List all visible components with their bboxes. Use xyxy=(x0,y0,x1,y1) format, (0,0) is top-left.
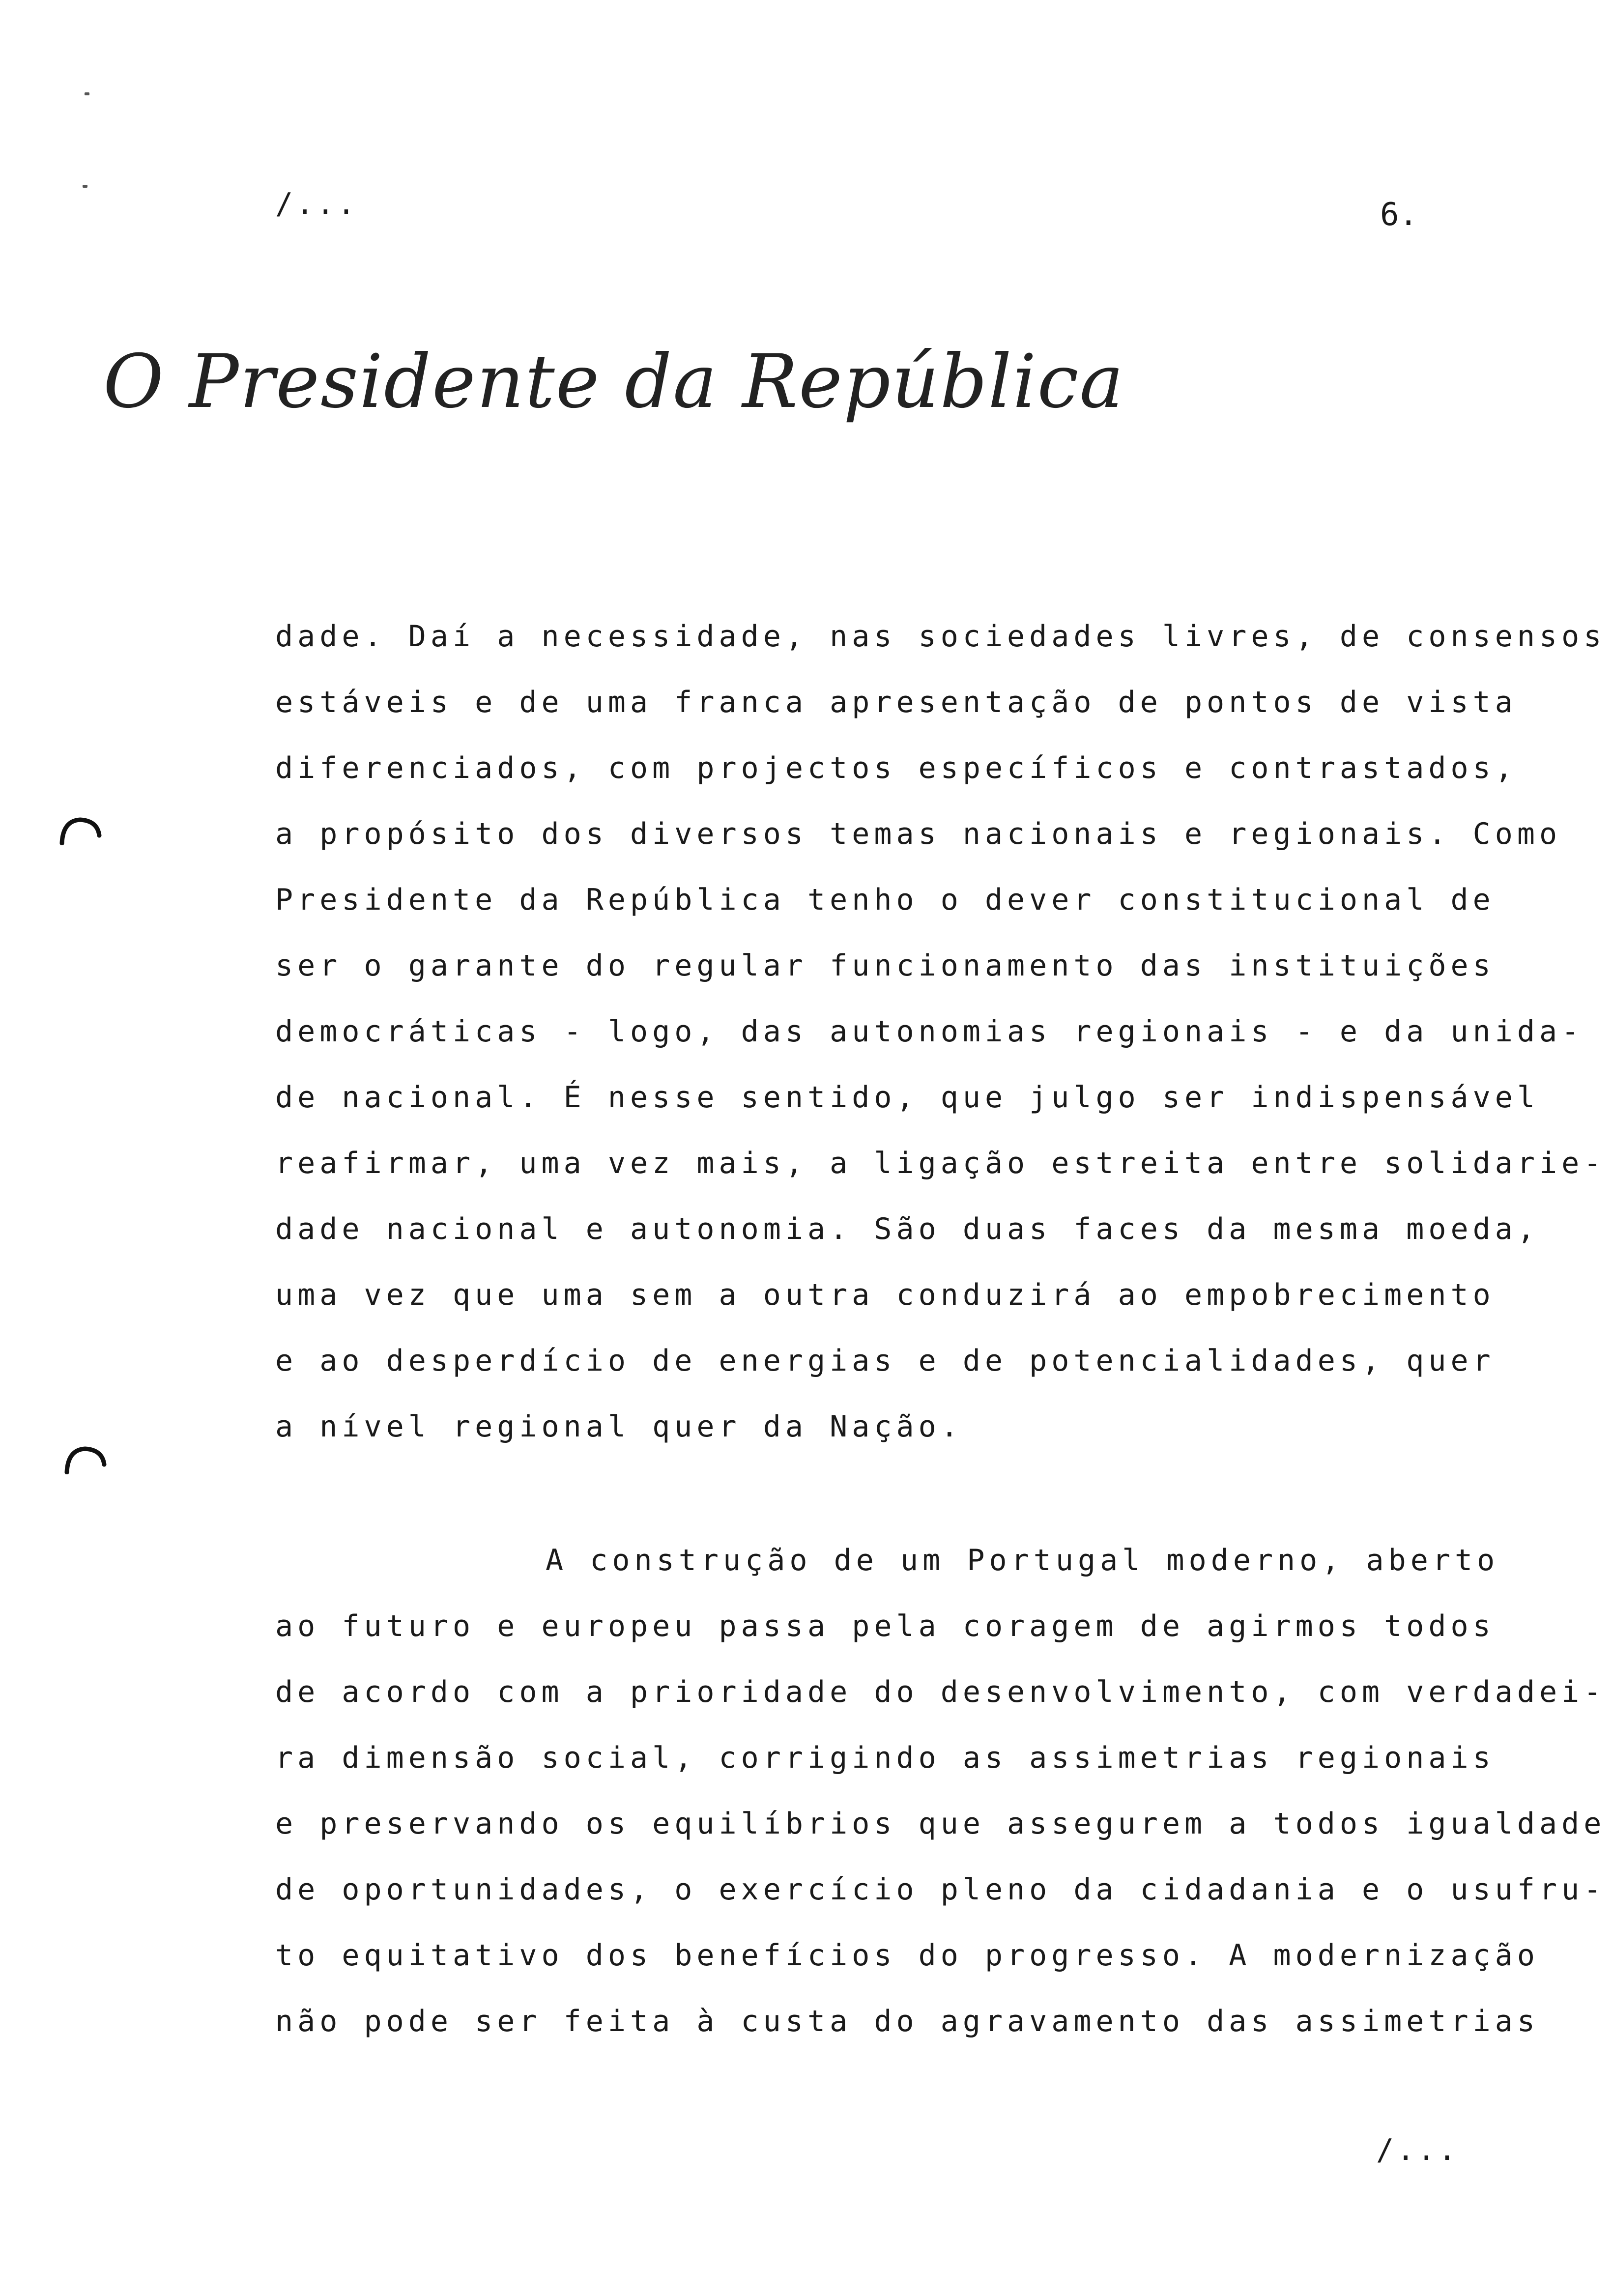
letterhead-signature: O Presidente da República xyxy=(103,339,1125,425)
text-line: estáveis e de uma franca apresentação de pontos de vista xyxy=(275,685,1517,719)
text-line: e preservando os equilíbrios que assegurem a todos igualdade xyxy=(275,1807,1606,1841)
text-line: não pode ser feita à custa do agravamento das assimetrias xyxy=(275,2004,1540,2038)
text-line: ra dimensão social, corrigindo as assimetrias regionais xyxy=(275,1741,1495,1775)
text-line: Presidente da República tenho o dever constitucional de xyxy=(275,883,1495,917)
text-line: democráticas - logo, das autonomias regionais - e da unida- xyxy=(275,1014,1584,1049)
punch-hole-mark xyxy=(58,816,102,845)
text-line: a nível regional quer da Nação. xyxy=(275,1409,963,1444)
text-line: e ao desperdício de energias e de potencialidades, quer xyxy=(275,1344,1495,1378)
punch-hole-mark xyxy=(63,1445,107,1474)
page-number: 6. xyxy=(1380,197,1418,233)
continuation-mark-bottom: /... xyxy=(1376,2133,1459,2167)
text-line: diferenciados, com projectos específicos e contrastados, xyxy=(275,751,1517,785)
paragraph-1 xyxy=(275,603,1606,1460)
scan-speck xyxy=(85,92,89,95)
text-line: ao futuro e europeu passa pela coragem de agirmos todos xyxy=(275,1609,1495,1643)
text-line: ser o garante do regular funcionamento das instituições xyxy=(275,948,1495,983)
scan-speck xyxy=(83,185,87,188)
continuation-mark-top: /... xyxy=(275,187,358,221)
text-line: to equitativo dos benefícios do progresso. A modernização xyxy=(275,1938,1540,1973)
text-line: de nacional. É nesse sentido, que julgo ser indispensável xyxy=(275,1080,1540,1115)
text-line: de oportunidades, o exercício pleno da cidadania e o usufru- xyxy=(275,1872,1606,1907)
text-line: dade nacional e autonomia. São duas faces da mesma moeda, xyxy=(275,1212,1540,1246)
text-line: reafirmar, uma vez mais, a ligação estreita entre solidarie- xyxy=(275,1146,1606,1180)
text-line: de acordo com a prioridade do desenvolvimento, com verdadei- xyxy=(275,1675,1606,1709)
paragraph-2 xyxy=(275,1527,1606,2054)
text-line: A construção de um Portugal moderno, aberto xyxy=(546,1543,1499,1578)
text-line: dade. Daí a necessidade, nas sociedades livres, de consensos xyxy=(275,619,1606,654)
text-line: a propósito dos diversos temas nacionais e regionais. Como xyxy=(275,817,1562,851)
text-line: uma vez que uma sem a outra conduzirá ao empobrecimento xyxy=(275,1278,1495,1312)
